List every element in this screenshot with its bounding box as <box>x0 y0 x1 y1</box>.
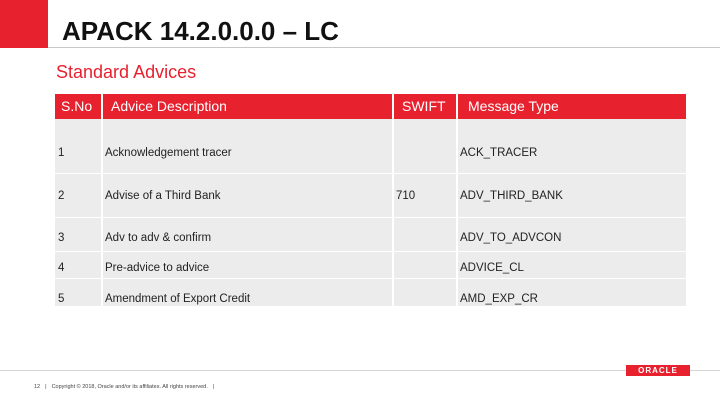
footer-divider <box>0 370 720 371</box>
column-separator <box>101 119 103 306</box>
cell-message-type: ADV_THIRD_BANK <box>460 190 563 202</box>
slide-subtitle: Standard Advices <box>56 62 197 82</box>
cell-description: Advise of a Third Bank <box>105 190 221 202</box>
cell-message-type: ACK_TRACER <box>460 147 538 159</box>
copyright-text: Copyright © 2018, Oracle and/or its affiliates. All rights reserved. <box>51 384 208 390</box>
cell-swift: 710 <box>396 190 416 202</box>
cell-sno: 3 <box>58 232 65 244</box>
column-separator <box>456 119 458 306</box>
cell-message-type: ADVICE_CL <box>460 262 524 274</box>
cell-sno: 5 <box>58 293 65 305</box>
title-divider <box>48 47 720 48</box>
page-number: 12 <box>34 384 41 390</box>
table-header-message-type: Message Type <box>458 94 686 119</box>
row-separator <box>55 278 686 279</box>
footer-separator-icon: | <box>45 384 47 390</box>
row-separator <box>55 173 686 174</box>
column-separator <box>392 119 394 306</box>
slide-title: APACK 14.2.0.0.0 – LC <box>62 16 339 46</box>
oracle-logo: ORACLE <box>626 365 690 376</box>
cell-description: Amendment of Export Credit <box>105 293 251 305</box>
table-header-description: Advice Description <box>103 94 392 119</box>
footer-separator-icon: | <box>212 384 215 390</box>
cell-sno: 4 <box>58 262 65 274</box>
footer <box>34 384 219 390</box>
row-separator <box>55 217 686 218</box>
cell-message-type: AMD_EXP_CR <box>460 293 538 305</box>
title-accent-bar <box>0 0 48 48</box>
row-separator <box>55 251 686 252</box>
cell-message-type: ADV_TO_ADVCON <box>460 232 562 244</box>
table-header-swift: SWIFT <box>394 94 456 119</box>
cell-description: Pre-advice to advice <box>105 262 210 274</box>
cell-sno: 1 <box>58 147 65 159</box>
cell-sno: 2 <box>58 190 65 202</box>
cell-description: Acknowledgement tracer <box>105 147 232 159</box>
cell-description: Adv to adv & confirm <box>105 232 212 244</box>
table-header-sno: S.No <box>55 94 101 119</box>
